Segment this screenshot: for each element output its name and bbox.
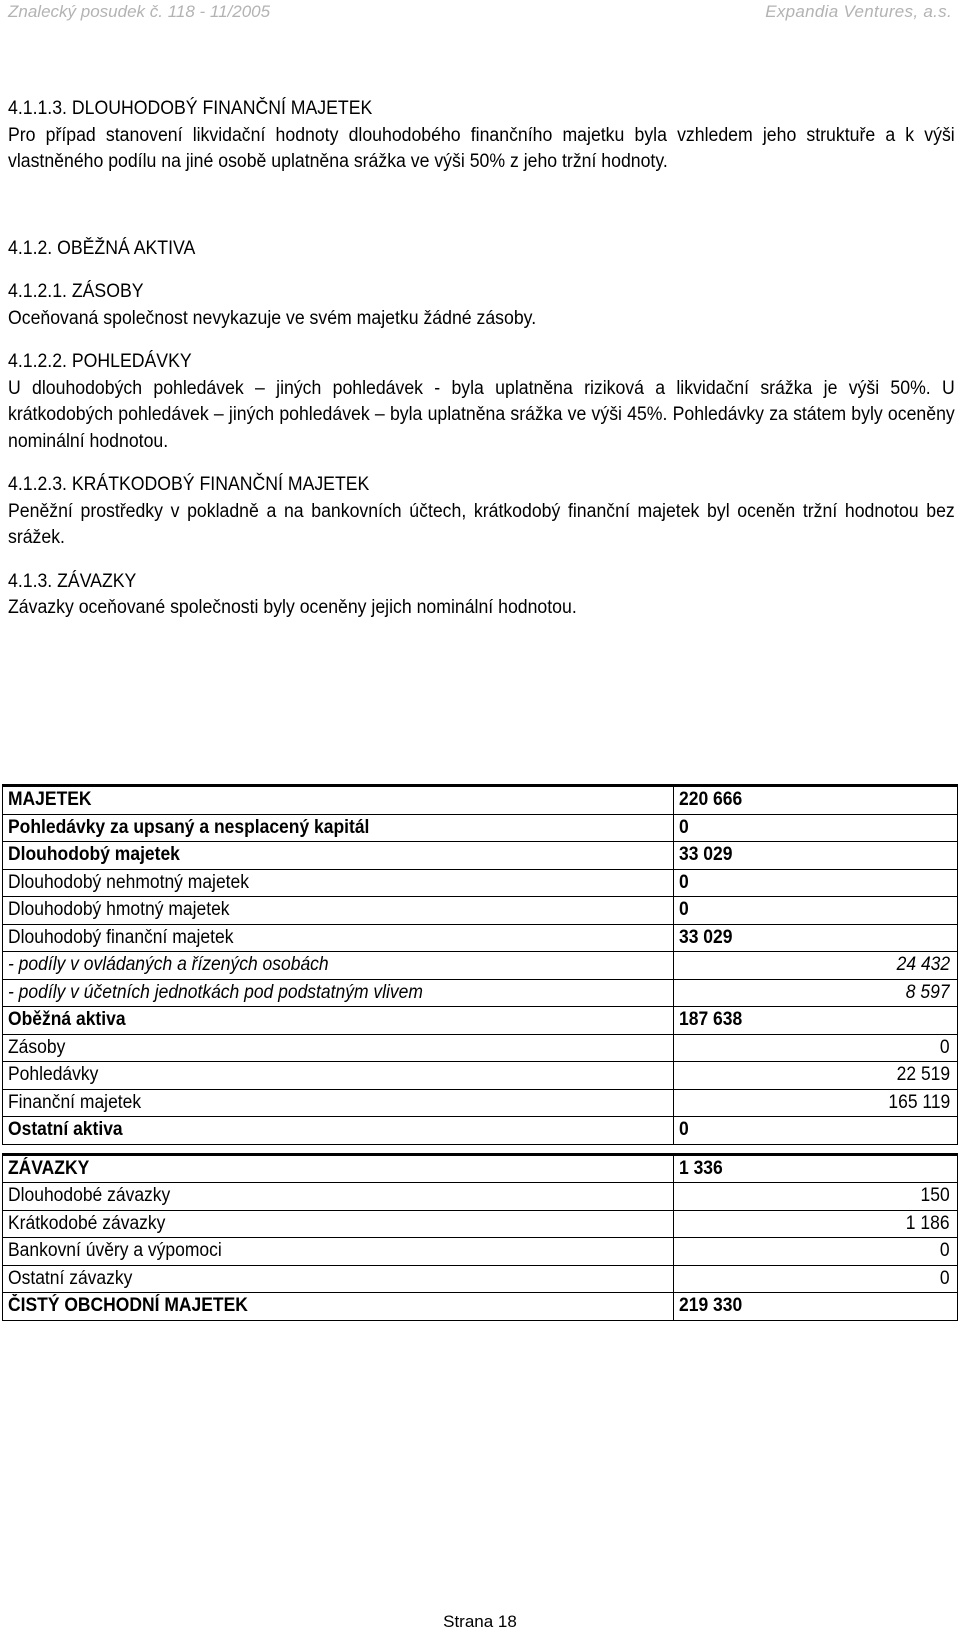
table-row xyxy=(3,979,958,1007)
row-label: Dlouhodobý hmotný majetek xyxy=(8,899,230,921)
section-4121-title: 4.1.2.1. ZÁSOBY xyxy=(8,281,144,302)
row-label: Dlouhodobý majetek xyxy=(8,844,180,866)
table-row xyxy=(3,1183,958,1211)
row-label: Bankovní úvěry a výpomoci xyxy=(8,1240,222,1262)
row-value: 0 xyxy=(940,1240,950,1262)
table-row xyxy=(3,814,958,842)
row-label: Dlouhodobý nehmotný majetek xyxy=(8,871,249,893)
row-label: Pohledávky za upsaný a nesplacený kapitál xyxy=(8,816,370,838)
row-label: Dlouhodobé závazky xyxy=(8,1185,171,1207)
row-label: Oběžná aktiva xyxy=(8,1009,126,1031)
table-row xyxy=(3,842,958,870)
table-row xyxy=(3,952,958,980)
row-value: 0 xyxy=(940,1267,950,1289)
row-value: 0 xyxy=(679,1119,689,1141)
row-label: Ostatní závazky xyxy=(8,1267,133,1289)
row-label: Zásoby xyxy=(8,1036,66,1058)
row-value: 1 336 xyxy=(679,1157,723,1179)
table-row xyxy=(3,1238,958,1266)
row-label: ZÁVAZKY xyxy=(8,1157,90,1179)
row-label: Finanční majetek xyxy=(8,1091,142,1113)
table-row xyxy=(3,1089,958,1117)
page-number: Strana 18 xyxy=(443,1612,517,1631)
row-value: 0 xyxy=(679,899,689,921)
section-4113-title: 4.1.1.3. DLOUHODOBÝ FINANČNÍ MAJETEK xyxy=(8,98,373,119)
table-row xyxy=(3,1210,958,1238)
table-row xyxy=(3,1034,958,1062)
row-label: Krátkodobé závazky xyxy=(8,1212,166,1234)
row-value: 220 666 xyxy=(679,789,743,811)
row-label: ČISTÝ OBCHODNÍ MAJETEK xyxy=(8,1295,248,1317)
row-label: Pohledávky xyxy=(8,1064,99,1086)
table-row xyxy=(3,1117,958,1145)
table-row xyxy=(3,869,958,897)
header-document-title: Znalecký posudek č. 118 - 11/2005 xyxy=(8,2,271,21)
header-company-name: Expandia Ventures, a.s. xyxy=(765,2,952,21)
table-row xyxy=(3,1154,958,1183)
table-row xyxy=(3,924,958,952)
row-label: Ostatní aktiva xyxy=(8,1119,123,1141)
balance-table xyxy=(2,784,958,1321)
section-4121-text: Oceňovaná společnost nevykazuje ve svém majetku žádné zásoby. xyxy=(8,307,537,329)
table-spacer xyxy=(3,1144,958,1154)
section-4122-title: 4.1.2.2. POHLEDÁVKY xyxy=(8,351,192,372)
section-4113-text: Pro případ stanovení likvidační hodnoty dlouhodobého finančního majetku byla vzhledem jeho struktuře a k výši vlastněného podílu na jiné osobě uplatněna srážka ve výši 50% z jeho tržní hodnoty. xyxy=(8,124,955,172)
table-row xyxy=(3,1293,958,1321)
row-value: 219 330 xyxy=(679,1295,743,1317)
row-value: 33 029 xyxy=(679,926,733,948)
table-row xyxy=(3,897,958,925)
section-4123-title: 4.1.2.3. KRÁTKODOBÝ FINANČNÍ MAJETEK xyxy=(8,474,370,495)
row-value: 22 519 xyxy=(896,1064,950,1086)
section-413-text: Závazky oceňované společnosti byly oceněny jejich nominální hodnotou. xyxy=(8,597,577,618)
row-value: 187 638 xyxy=(679,1009,743,1031)
row-value: 0 xyxy=(679,816,689,838)
row-value: 0 xyxy=(679,871,689,893)
row-value: 24 432 xyxy=(896,954,950,976)
section-4122-text: U dlouhodobých pohledávek – jiných pohledávek - byla uplatněna riziková a likvidační srážka je výši 50%. U krátkodobých pohledávek – jiných pohledávek – byla uplatněna srážka ve výši 45%. Pohledávky za státem byly oceněny nominální hodnotou. xyxy=(8,377,955,452)
row-label: MAJETEK xyxy=(8,789,92,811)
section-413-title: 4.1.3. ZÁVAZKY xyxy=(8,570,137,592)
row-value: 8 597 xyxy=(906,981,950,1003)
section-412-title: 4.1.2. OBĚŽNÁ AKTIVA xyxy=(8,237,196,259)
document-body xyxy=(8,96,955,622)
row-label: - podíly v ovládaných a řízených osobách xyxy=(8,954,329,976)
row-label: Dlouhodobý finanční majetek xyxy=(8,926,234,948)
row-value: 150 xyxy=(920,1185,950,1207)
table-row xyxy=(3,1265,958,1293)
page-header xyxy=(8,2,952,24)
row-value: 0 xyxy=(940,1036,950,1058)
table-row xyxy=(3,1007,958,1035)
row-value: 165 119 xyxy=(888,1091,950,1113)
table-row xyxy=(3,1062,958,1090)
row-value: 1 186 xyxy=(906,1212,950,1234)
table-row xyxy=(3,786,958,815)
row-label: - podíly v účetních jednotkách pod podstatným vlivem xyxy=(8,981,423,1003)
section-4123-text: Peněžní prostředky v pokladně a na bankovních účtech, krátkodobý finanční majetek byl oceněn tržní hodnotou bez srážek. xyxy=(8,500,955,548)
row-value: 33 029 xyxy=(679,844,733,866)
